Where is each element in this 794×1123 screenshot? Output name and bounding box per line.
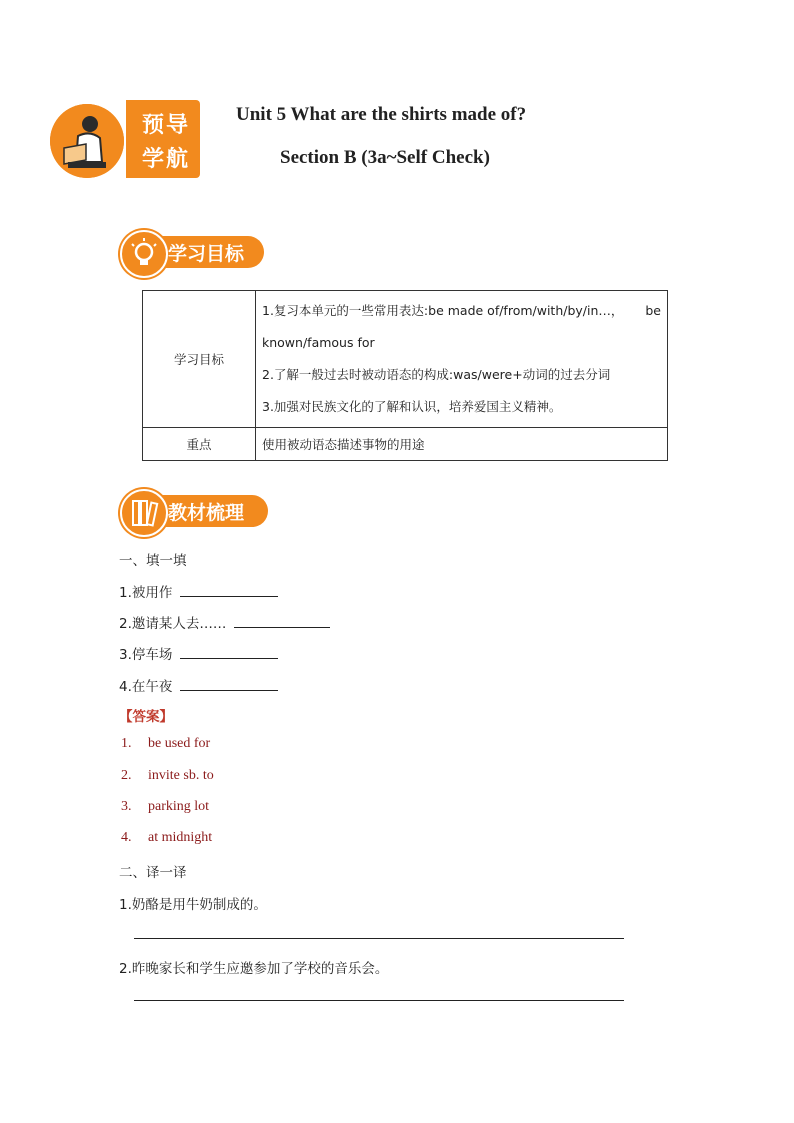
goals-label: 学习目标 xyxy=(143,291,256,428)
section-badge-materials xyxy=(120,489,268,533)
table-row xyxy=(143,291,668,428)
fill-item-2: 2.邀请某人去…… xyxy=(119,612,330,632)
logo xyxy=(46,100,202,180)
lightbulb-icon xyxy=(120,230,168,278)
table-row xyxy=(143,428,668,461)
goals-content xyxy=(256,291,668,428)
fill-item-3: 3.停车场 xyxy=(119,643,278,663)
fill-item-1: 1.被用作 xyxy=(119,581,278,601)
focus-content: 使用被动语态描述事物的用途 xyxy=(256,428,668,461)
logo-line2: 学航 xyxy=(141,147,190,172)
answer-heading: 【答案】 xyxy=(119,709,173,725)
answer-line xyxy=(134,938,624,939)
translate-item-1: 1.奶酪是用牛奶制成的。 xyxy=(119,897,267,913)
answer-item: 3. parking lot xyxy=(121,799,210,814)
part1-heading: 一、填一填 xyxy=(119,553,187,569)
reading-person-icon xyxy=(50,104,124,178)
focus-label: 重点 xyxy=(143,428,256,461)
answer-item: 4. at midnight xyxy=(121,830,213,845)
answer-blank xyxy=(180,676,278,691)
page-title: Unit 5 What are the shirts made of? xyxy=(236,104,527,125)
section-badge-goals xyxy=(120,230,264,274)
goal-1-cont: known/famous for xyxy=(262,335,375,350)
page-subtitle: Section B (3a~Self Check) xyxy=(280,147,490,168)
goal-2: 2.了解一般过去时被动语态的构成:was/were+动词的过去分词 xyxy=(262,367,611,382)
answer-blank xyxy=(234,613,330,628)
answer-item: 2. invite sb. to xyxy=(121,768,214,783)
goal-1-text: 1.复习本单元的一些常用表达:be made of/from/with/by/in…， xyxy=(262,303,624,318)
translate-item-2: 2.昨晚家长和学生应邀参加了学校的音乐会。 xyxy=(119,961,389,977)
section-title-materials: 教材梳理 xyxy=(168,502,245,524)
answer-line xyxy=(134,1000,624,1001)
goal-3: 3.加强对民族文化的了解和认识，培养爱国主义精神。 xyxy=(262,399,562,414)
section-title-goals: 学习目标 xyxy=(168,243,245,265)
answer-item: 1. be used for xyxy=(121,736,211,751)
logo-line1: 预导 xyxy=(141,113,190,138)
answer-blank xyxy=(180,644,278,659)
goal-1-tail: be xyxy=(645,303,661,318)
answer-blank xyxy=(180,582,278,597)
books-icon xyxy=(120,489,168,537)
goals-table xyxy=(142,290,668,461)
part2-heading: 二、译一译 xyxy=(119,865,187,881)
fill-item-4: 4.在午夜 xyxy=(119,675,278,695)
